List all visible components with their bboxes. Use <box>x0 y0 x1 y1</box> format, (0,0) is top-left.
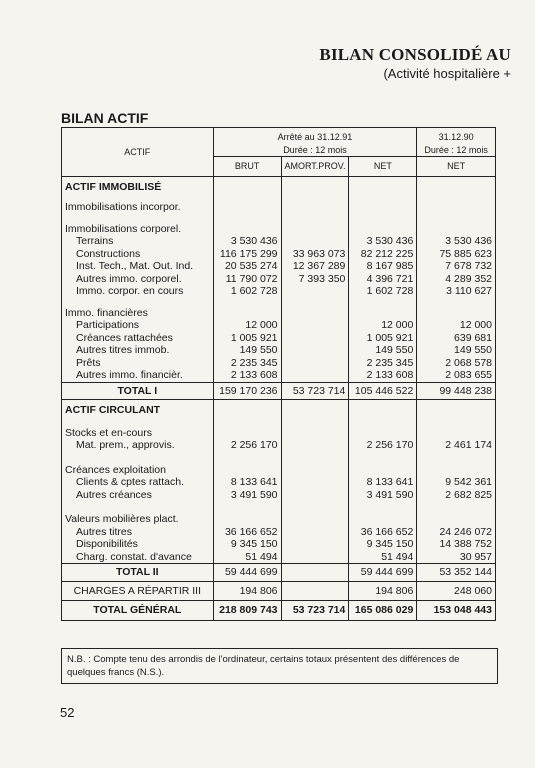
spacer-cell <box>417 417 496 427</box>
actif-circulant-heading-label: ACTIF CIRCULANT <box>62 404 214 417</box>
spacer-cell <box>281 214 349 223</box>
empty-cell <box>281 464 349 477</box>
empty-cell <box>349 223 417 236</box>
spacer-cell <box>417 193 496 201</box>
spacer-cell <box>62 193 214 201</box>
empty-cell <box>281 201 349 214</box>
table-row-net90: 3 530 436 <box>417 235 496 248</box>
table-row-net90: 149 550 <box>417 344 496 357</box>
table-row <box>62 526 496 539</box>
table-row-brut: 11 790 072 <box>213 273 281 286</box>
table-row-amort <box>281 369 349 382</box>
table-row-label: Autres immo. financièr. <box>62 369 214 382</box>
table-row-amort <box>281 439 349 452</box>
table-row-amort <box>281 489 349 502</box>
total-i-row-amort: 53 723 714 <box>281 382 349 400</box>
immo-incorpor-row <box>62 201 496 214</box>
table-row <box>62 273 496 286</box>
col-net-header: NET <box>349 157 417 177</box>
spacer-cell <box>213 298 281 307</box>
table-row <box>62 369 496 382</box>
table-row-amort <box>281 319 349 332</box>
immo-incorpor-row-label: Immobilisations incorpor. <box>62 201 214 214</box>
total-i-row-net90: 99 448 238 <box>417 382 496 400</box>
header-row-1 <box>62 128 496 157</box>
spacer-cell <box>213 501 281 513</box>
empty-cell <box>417 181 496 194</box>
table-row <box>62 260 496 273</box>
table-row-net90: 2 068 578 <box>417 357 496 370</box>
table-row-net: 3 530 436 <box>349 235 417 248</box>
col-amort-header: AMORT.PROV. <box>281 157 349 177</box>
table-row-net90: 14 388 752 <box>417 538 496 551</box>
table-row-brut: 116 175 299 <box>213 248 281 261</box>
empty-cell <box>281 427 349 440</box>
empty-cell <box>281 513 349 526</box>
stocks-heading-label: Stocks et en-cours <box>62 427 214 440</box>
table-row-brut: 9 345 150 <box>213 538 281 551</box>
table-row-brut: 3 491 590 <box>213 489 281 502</box>
table-row-brut: 1 602 728 <box>213 285 281 298</box>
spacer-cell <box>213 214 281 223</box>
table-row-net: 12 000 <box>349 319 417 332</box>
table-row-net90: 7 678 732 <box>417 260 496 273</box>
empty-cell <box>281 404 349 417</box>
empty-cell <box>349 201 417 214</box>
spacer-cell <box>213 417 281 427</box>
spacer-cell <box>417 298 496 307</box>
total-ii-row-net: 59 444 699 <box>349 564 417 582</box>
spacer-cell <box>62 298 214 307</box>
table-row-net: 82 212 225 <box>349 248 417 261</box>
charges-row-net90: 248 060 <box>417 581 496 601</box>
spacer-cell <box>62 417 214 427</box>
table-row-label: Terrains <box>62 235 214 248</box>
total-ii-row-brut: 59 444 699 <box>213 564 281 582</box>
actif-immobilise-heading-label: ACTIF IMMOBILISÉ <box>62 181 214 194</box>
table-row-net90: 24 246 072 <box>417 526 496 539</box>
empty-cell <box>349 181 417 194</box>
spacer-cell <box>349 501 417 513</box>
period-1-line-2: Durée : 12 mois <box>283 144 347 155</box>
table-row-net: 1 602 728 <box>349 285 417 298</box>
empty-cell <box>417 223 496 236</box>
spacer-cell <box>349 214 417 223</box>
spacer-cell <box>62 501 214 513</box>
total-i-row-net: 105 446 522 <box>349 382 417 400</box>
table-row-label: Autres créances <box>62 489 214 502</box>
table-row <box>62 344 496 357</box>
col-actif-header: ACTIF <box>62 128 214 177</box>
table-row <box>62 538 496 551</box>
spacer-cell <box>62 214 214 223</box>
table-row-net90: 2 461 174 <box>417 439 496 452</box>
table-row-amort <box>281 344 349 357</box>
table-row-net: 2 256 170 <box>349 439 417 452</box>
empty-cell <box>213 427 281 440</box>
empty-cell <box>417 427 496 440</box>
table-row-label: Autres titres immob. <box>62 344 214 357</box>
table-row-net: 51 494 <box>349 551 417 564</box>
empty-cell <box>349 404 417 417</box>
table-row-net: 8 167 985 <box>349 260 417 273</box>
table-row <box>62 357 496 370</box>
table-row-amort <box>281 235 349 248</box>
table-row-net: 8 133 641 <box>349 476 417 489</box>
total-general-row-label: TOTAL GÉNÉRAL <box>62 601 214 621</box>
table-row-net: 3 491 590 <box>349 489 417 502</box>
table-row-label: Immo. corpor. en cours <box>62 285 214 298</box>
spacer-row <box>62 193 496 201</box>
spacer-cell <box>417 452 496 464</box>
total-general-row-brut: 218 809 743 <box>213 601 281 621</box>
table-row-net: 2 235 345 <box>349 357 417 370</box>
col-brut-header: BRUT <box>213 157 281 177</box>
total-ii-row-label: TOTAL II <box>62 564 214 582</box>
table-row-label: Inst. Tech., Mat. Out. Ind. <box>62 260 214 273</box>
spacer-cell <box>281 417 349 427</box>
table-row-label: Participations <box>62 319 214 332</box>
empty-cell <box>417 307 496 320</box>
valeurs-heading-label: Valeurs mobilières plact. <box>62 513 214 526</box>
empty-cell <box>417 404 496 417</box>
table-row-net: 149 550 <box>349 344 417 357</box>
page-number: 52 <box>60 705 75 720</box>
spacer-cell <box>417 501 496 513</box>
table-row-label: Autres immo. corporel. <box>62 273 214 286</box>
empty-cell <box>349 513 417 526</box>
empty-cell <box>349 427 417 440</box>
immo-financieres-heading <box>62 307 496 320</box>
spacer-row <box>62 417 496 427</box>
empty-cell <box>417 201 496 214</box>
table-row <box>62 489 496 502</box>
table-row-amort <box>281 476 349 489</box>
table-row-amort: 12 367 289 <box>281 260 349 273</box>
total-general-row-net: 165 086 029 <box>349 601 417 621</box>
table-row-net90: 2 682 825 <box>417 489 496 502</box>
table-row-brut: 2 256 170 <box>213 439 281 452</box>
creances-heading <box>62 464 496 477</box>
actif-circulant-section <box>62 400 496 582</box>
total-ii-row-amort <box>281 564 349 582</box>
empty-cell <box>349 307 417 320</box>
spacer-row <box>62 298 496 307</box>
table-row <box>62 551 496 564</box>
table-row <box>62 319 496 332</box>
table-row-net90: 9 542 361 <box>417 476 496 489</box>
table-row-label: Prêts <box>62 357 214 370</box>
balance-sheet-table <box>61 127 496 621</box>
empty-cell <box>213 404 281 417</box>
table-row-label: Créances rattachées <box>62 332 214 345</box>
table-row-net90: 12 000 <box>417 319 496 332</box>
total-general-row-amort: 53 723 714 <box>281 601 349 621</box>
empty-cell <box>213 201 281 214</box>
total-general-row <box>62 601 496 621</box>
spacer-row <box>62 214 496 223</box>
table-row <box>62 476 496 489</box>
total-i-row-brut: 159 170 236 <box>213 382 281 400</box>
immo-financieres-heading-label: Immo. financières <box>62 307 214 320</box>
col-net90-header: NET <box>417 157 496 177</box>
table-row-label: Clients & cptes rattach. <box>62 476 214 489</box>
empty-cell <box>281 223 349 236</box>
table-row-brut: 3 530 436 <box>213 235 281 248</box>
total-general-row-net90: 153 048 443 <box>417 601 496 621</box>
valeurs-heading <box>62 513 496 526</box>
empty-cell <box>213 464 281 477</box>
table-row-label: Disponibilités <box>62 538 214 551</box>
table-row-brut: 149 550 <box>213 344 281 357</box>
empty-cell <box>213 181 281 194</box>
table-row-amort: 7 393 350 <box>281 273 349 286</box>
table-row-label: Charg. constat. d'avance <box>62 551 214 564</box>
table-row-label: Autres titres <box>62 526 214 539</box>
table-row-brut: 36 166 652 <box>213 526 281 539</box>
charges-row-amort <box>281 581 349 601</box>
period-1-header <box>213 128 417 157</box>
stocks-heading <box>62 427 496 440</box>
spacer-cell <box>213 193 281 201</box>
charges-row-brut: 194 806 <box>213 581 281 601</box>
spacer-cell <box>349 452 417 464</box>
total-ii-row-net90: 53 352 144 <box>417 564 496 582</box>
spacer-cell <box>349 193 417 201</box>
charges-row-net: 194 806 <box>349 581 417 601</box>
spacer-cell <box>349 298 417 307</box>
spacer-row <box>62 452 496 464</box>
actif-circulant-heading <box>62 404 496 417</box>
period-1-line-1: Arrêté au 31.12.91 <box>277 132 353 142</box>
spacer-cell <box>213 452 281 464</box>
table-row-amort <box>281 285 349 298</box>
table-row-amort <box>281 526 349 539</box>
table-row-label: Constructions <box>62 248 214 261</box>
table-row-amort: 33 963 073 <box>281 248 349 261</box>
table-row-brut: 2 133 608 <box>213 369 281 382</box>
creances-heading-label: Créances exploitation <box>62 464 214 477</box>
table-row-net90: 75 885 623 <box>417 248 496 261</box>
empty-cell <box>281 181 349 194</box>
empty-cell <box>213 307 281 320</box>
table-row <box>62 248 496 261</box>
charges-row-label: CHARGES A RÉPARTIR III <box>62 581 214 601</box>
empty-cell <box>417 513 496 526</box>
empty-cell <box>417 464 496 477</box>
table-row-net90: 4 289 352 <box>417 273 496 286</box>
empty-cell <box>213 513 281 526</box>
table-row-amort <box>281 538 349 551</box>
charges-row <box>62 581 496 601</box>
table-row <box>62 285 496 298</box>
footnote: N.B. : Compte tenu des arrondis de l'ordinateur, certains totaux présentent des différences de quelques francs (N.S.). <box>61 648 498 684</box>
table-row-label: Mat. prem., approvis. <box>62 439 214 452</box>
table-row-net: 36 166 652 <box>349 526 417 539</box>
empty-cell <box>281 307 349 320</box>
spacer-cell <box>281 452 349 464</box>
table-row-brut: 1 005 921 <box>213 332 281 345</box>
period-2-line-2: Durée : 12 mois <box>424 144 488 155</box>
table-row-net90: 30 957 <box>417 551 496 564</box>
spacer-cell <box>417 214 496 223</box>
table-row-amort <box>281 357 349 370</box>
spacer-cell <box>281 501 349 513</box>
empty-cell <box>349 464 417 477</box>
immo-corporel-heading-label: Immobilisations corporel. <box>62 223 214 236</box>
table-row-net90: 2 083 655 <box>417 369 496 382</box>
spacer-cell <box>281 193 349 201</box>
period-2-header <box>417 128 496 157</box>
spacer-cell <box>62 452 214 464</box>
page-subtitle: (Activité hospitalière + <box>383 66 511 81</box>
table-row-net: 2 133 608 <box>349 369 417 382</box>
total-i-row <box>62 382 496 400</box>
table-row <box>62 235 496 248</box>
table-row-net: 1 005 921 <box>349 332 417 345</box>
table-row-brut: 12 000 <box>213 319 281 332</box>
empty-cell <box>213 223 281 236</box>
immo-corporel-heading <box>62 223 496 236</box>
table-row-brut: 2 235 345 <box>213 357 281 370</box>
total-ii-row <box>62 564 496 582</box>
period-2-line-1: 31.12.90 <box>438 132 474 142</box>
spacer-row <box>62 501 496 513</box>
table-row-brut: 8 133 641 <box>213 476 281 489</box>
page-title: BILAN CONSOLIDÉ AU <box>319 45 511 64</box>
table-row-net: 4 396 721 <box>349 273 417 286</box>
actif-immobilise-heading <box>62 181 496 194</box>
table-row-amort <box>281 332 349 345</box>
table-row-brut: 20 535 274 <box>213 260 281 273</box>
table-row-net90: 3 110 627 <box>417 285 496 298</box>
spacer-cell <box>349 417 417 427</box>
actif-immobilise-section <box>62 176 496 400</box>
table-row <box>62 332 496 345</box>
table-row-amort <box>281 551 349 564</box>
table-row-net90: 639 681 <box>417 332 496 345</box>
section-title: BILAN ACTIF <box>61 110 149 126</box>
table-row <box>62 439 496 452</box>
table-row-brut: 51 494 <box>213 551 281 564</box>
charges-section <box>62 581 496 620</box>
spacer-cell <box>281 298 349 307</box>
table-row-net: 9 345 150 <box>349 538 417 551</box>
total-i-row-label: TOTAL I <box>62 382 214 400</box>
